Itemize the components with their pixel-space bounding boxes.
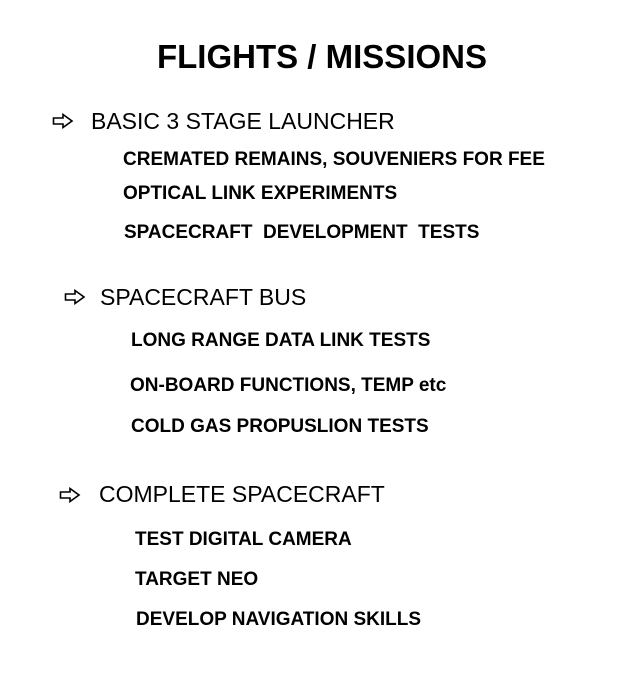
section-heading-complete-spacecraft: COMPLETE SPACECRAFT — [99, 481, 385, 507]
hollow-right-arrow-icon — [52, 113, 74, 129]
list-item: TARGET NEO — [135, 569, 259, 590]
list-item: LONG RANGE DATA LINK TESTS — [131, 330, 431, 351]
list-item: DEVELOP NAVIGATION SKILLS — [136, 609, 422, 630]
list-item: ON-BOARD FUNCTIONS, TEMP etc — [130, 375, 447, 396]
section-heading-spacecraft-bus: SPACECRAFT BUS — [100, 284, 307, 310]
list-item: COLD GAS PROPUSLION TESTS — [131, 416, 429, 437]
list-item: OPTICAL LINK EXPERIMENTS — [123, 183, 398, 204]
section-heading-basic-launcher: BASIC 3 STAGE LAUNCHER — [91, 108, 395, 134]
list-item: SPACECRAFT DEVELOPMENT TESTS — [124, 222, 480, 243]
hollow-right-arrow-icon — [64, 289, 86, 305]
hollow-right-arrow-icon — [59, 487, 81, 503]
list-item: CREMATED REMAINS, SOUVENIERS FOR FEE — [123, 149, 545, 170]
slide-title: FLIGHTS / MISSIONS — [156, 38, 488, 75]
list-item: TEST DIGITAL CAMERA — [135, 529, 352, 550]
